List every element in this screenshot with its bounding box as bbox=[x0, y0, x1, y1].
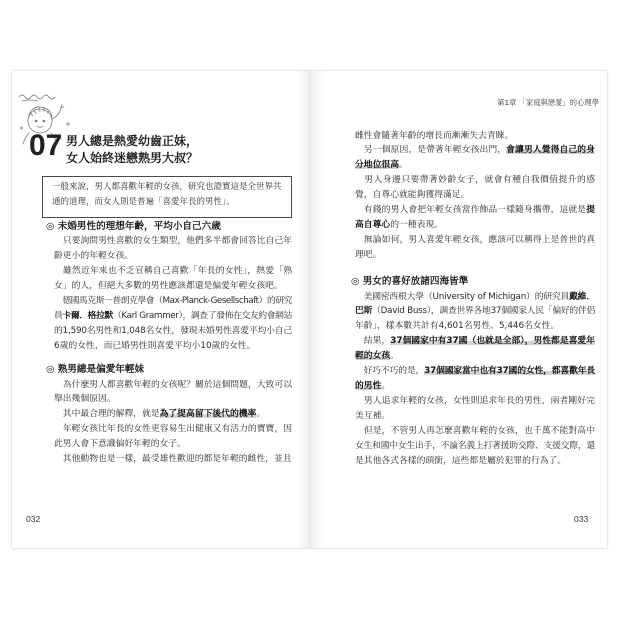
text-section bbox=[46, 363, 292, 467]
text-line bbox=[54, 378, 292, 393]
paragraph bbox=[54, 452, 292, 467]
paragraph bbox=[355, 203, 595, 233]
text-section bbox=[351, 275, 596, 469]
paragraph bbox=[355, 233, 595, 263]
page-number-right: 033 bbox=[574, 514, 589, 524]
paragraph bbox=[355, 364, 595, 394]
text-run: 美國密西根大學（University of Michigan）的研究員 bbox=[355, 291, 570, 302]
text-line bbox=[355, 248, 595, 263]
text-run: 雖然近年來也不乏宣稱自己喜歡「年長的女性」，熱愛「熟 bbox=[54, 266, 292, 277]
text-line bbox=[355, 439, 595, 454]
left-page-body bbox=[46, 220, 292, 468]
text-line bbox=[355, 394, 595, 409]
section-heading: ◎ 熟男總是偏愛年輕妹 bbox=[46, 363, 145, 375]
text-line bbox=[355, 203, 595, 218]
paragraph bbox=[54, 294, 292, 354]
paragraph bbox=[54, 264, 292, 294]
text-run: 女生和國中女生出手，不論名義上打著援助交際、支援交際，還 bbox=[355, 440, 595, 451]
text-line bbox=[355, 290, 595, 305]
highlighted-text: 會讓男人覺得自己的身 bbox=[506, 145, 595, 156]
intro-line: 一般來說，男人都喜歡年輕的女孩，研究也證實這是全世界共 bbox=[52, 182, 282, 192]
text-line bbox=[54, 249, 292, 264]
text-run: 。 bbox=[381, 381, 391, 391]
text-run: （David Buss），調查世界各地37個國家人民「偏好的伴侶 bbox=[372, 306, 595, 317]
text-line bbox=[355, 349, 595, 364]
text-line bbox=[355, 173, 595, 188]
text-line bbox=[54, 339, 292, 354]
intro-summary-box bbox=[42, 176, 292, 218]
paragraph bbox=[54, 234, 292, 264]
text-line bbox=[355, 319, 595, 334]
text-run: 男人身邊只要帶著妙齡女子，就會有種自我價值提升的感 bbox=[355, 175, 595, 186]
text-run: 年齡」，樣本數共計有4,601名男性、5,446名女性。 bbox=[355, 321, 560, 332]
text-line bbox=[54, 392, 292, 407]
highlighted-text: 分地位很高 bbox=[355, 160, 399, 171]
text-run: 是其他各式各樣的頭銜，這些都是屬於犯罪的行為了。 bbox=[355, 455, 567, 466]
section-heading: ◎ 未婚男性的理想年齡，平均小自己六歲 bbox=[46, 220, 221, 232]
text-run: （Karl Grammer），調查了發佈在交友約會網站 bbox=[112, 310, 292, 321]
text-line bbox=[355, 334, 595, 349]
text-line bbox=[355, 304, 595, 319]
chapter-title-line: 女人始終迷戀熟男大叔？ bbox=[66, 151, 199, 165]
bold-text: 卡爾．格拉默 bbox=[62, 310, 113, 321]
chapter-title bbox=[66, 133, 198, 167]
chapter-title-line: 男人總是熱愛幼齒正妹， bbox=[66, 134, 199, 148]
bold-text: 巴斯 bbox=[355, 306, 373, 317]
paragraph bbox=[355, 173, 595, 203]
text-line bbox=[54, 437, 292, 452]
text-run: 男人追求年輕的女孩，女性則追求年長的男性，兩者剛好完 bbox=[355, 395, 595, 406]
text-run: 但是，不管男人再怎麼喜歡年輕的女孩，也千萬不能對高中 bbox=[355, 425, 595, 436]
text-run: 的一種表現。 bbox=[390, 219, 443, 230]
page-number-left: 032 bbox=[26, 514, 41, 524]
text-run: 齡更小的年輕女孩。 bbox=[54, 251, 134, 262]
paragraph bbox=[54, 378, 292, 408]
section-heading: ◎ 男女的喜好放諸四海皆準 bbox=[351, 275, 469, 287]
bold-text: 戴維． bbox=[569, 291, 595, 302]
highlighted-text: 輕的女孩 bbox=[355, 351, 391, 362]
text-run: 理吧。 bbox=[355, 249, 382, 260]
text-line bbox=[355, 129, 595, 144]
paragraph bbox=[355, 143, 595, 173]
text-run: 年輕女孩比年長的女性更容易生出健康又有活力的寶寶，因 bbox=[54, 424, 292, 435]
text-line bbox=[54, 234, 292, 249]
text-line bbox=[54, 309, 292, 324]
text-line bbox=[355, 143, 595, 158]
paragraph bbox=[355, 424, 595, 469]
text-line bbox=[54, 324, 292, 339]
right-page-body bbox=[351, 129, 596, 469]
text-run: 6歲的女性，而已婚男性則喜愛平均小10歲的女性。 bbox=[54, 340, 256, 351]
text-run: 為什麼男人都喜歡年輕的女孩呢？關於這個問題，大致可以 bbox=[54, 379, 292, 390]
text-line bbox=[54, 407, 292, 422]
paragraph bbox=[54, 407, 292, 422]
text-run: 。 bbox=[399, 160, 408, 171]
text-run: 雌性會隨著年齡的增長而漸漸失去青睞。 bbox=[355, 130, 514, 141]
text-line bbox=[355, 233, 595, 248]
text-line bbox=[355, 364, 595, 379]
text-line bbox=[54, 452, 292, 467]
text-section bbox=[355, 129, 595, 263]
running-header: 第1章 「家庭與戀愛」的心理學 bbox=[497, 98, 599, 107]
text-line bbox=[355, 454, 595, 469]
intro-line: 通的道理，而女人則是普遍「喜愛年長的男性」。 bbox=[52, 197, 235, 207]
text-run: 女」的人，但絕大多數的男性應該都還是偏愛年輕女孩吧。 bbox=[54, 281, 283, 292]
text-run: 此男人會下意識偏好年輕的女子。 bbox=[54, 439, 186, 450]
text-line bbox=[54, 279, 292, 294]
text-run: 覺，自尊心就能夠獲得滿足。 bbox=[355, 190, 470, 201]
paragraph bbox=[355, 129, 595, 144]
text-run: 。 bbox=[390, 351, 400, 362]
text-line bbox=[54, 294, 292, 309]
text-line bbox=[355, 188, 595, 203]
text-run: 另一個原因，是帶著年輕女孩出門， bbox=[355, 145, 507, 156]
text-line bbox=[54, 264, 292, 279]
text-run: 的1,590名男性和1,048名女性，發現未婚男性喜愛平均小自己 bbox=[54, 325, 292, 336]
text-run: 。 bbox=[256, 409, 266, 420]
text-run: 舉出幾個原因。 bbox=[54, 394, 116, 405]
text-run: 無論如何，男人喜愛年輕女孩，應該可以稱得上是普世的真 bbox=[355, 234, 595, 245]
highlighted-text: 37個國家當中也有37國的女性，都喜歡年長 bbox=[424, 366, 595, 377]
paragraph bbox=[355, 290, 595, 335]
bold-text: 提 bbox=[586, 205, 595, 216]
text-line bbox=[355, 218, 595, 233]
chapter-number: 07 bbox=[29, 129, 63, 162]
book-spine-shadow bbox=[296, 71, 324, 548]
text-section bbox=[46, 220, 292, 354]
text-run: 只要詢問男性喜歡的女生類型，他們多半都會回答比自己年 bbox=[54, 236, 292, 247]
paragraph bbox=[54, 422, 292, 452]
text-line bbox=[355, 379, 595, 394]
highlighted-text: 37個國家中有37國（也就是全部），男性都是喜愛年 bbox=[390, 336, 596, 347]
text-run: 德國馬克斯－普朗克學會（Max-Planck-Gesellschaft）的研究 bbox=[54, 296, 292, 307]
text-run: 美互補。 bbox=[355, 410, 391, 421]
bold-text: 高自尊心 bbox=[355, 219, 391, 230]
text-run: 有錢的男人會把年輕女孩當作飾品一樣隨身攜帶，這就是 bbox=[355, 205, 587, 216]
text-run: 好巧不巧的是， bbox=[355, 366, 425, 377]
text-line bbox=[355, 409, 595, 424]
text-line bbox=[54, 422, 292, 437]
text-run: 員 bbox=[54, 310, 63, 321]
paragraph bbox=[355, 334, 595, 364]
paragraph bbox=[355, 394, 595, 424]
text-run: 結果， bbox=[355, 336, 391, 347]
text-run: 其中最合理的解釋，就是 bbox=[54, 409, 160, 420]
text-line bbox=[355, 424, 595, 439]
text-line bbox=[355, 158, 595, 173]
highlighted-text: 為了提高留下後代的機率 bbox=[159, 409, 257, 420]
highlighted-text: 的男性 bbox=[355, 381, 382, 391]
text-run: 其他動物也是一樣，最受雄性歡迎的都是年輕的雌性，並且 bbox=[54, 454, 292, 465]
